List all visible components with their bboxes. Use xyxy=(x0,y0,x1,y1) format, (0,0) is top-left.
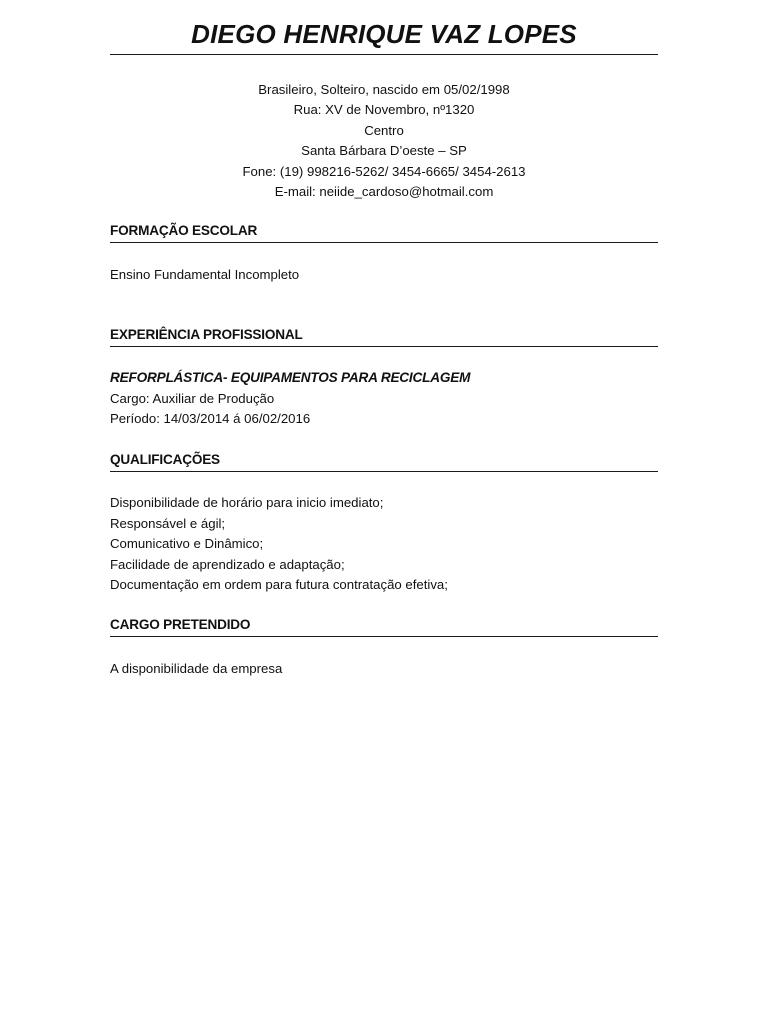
qualification-item: Responsável e ágil; xyxy=(110,515,226,531)
qualifications-list xyxy=(110,493,658,596)
qualification-item: Facilidade de aprendizado e adaptação; xyxy=(110,556,345,572)
education-section-title: FORMAÇÃO ESCOLAR xyxy=(110,222,658,243)
name-header xyxy=(110,18,658,55)
qualifications-section-title: QUALIFICAÇÕES xyxy=(110,451,658,472)
address-city: Santa Bárbara D’oeste – SP xyxy=(301,143,467,159)
personal-info: Brasileiro, Solteiro, nascido em 05/02/1998 xyxy=(258,82,510,97)
phone-numbers: Fone: (19) 998216-5262/ 3454-6665/ 3454-2613 xyxy=(242,163,526,179)
qualification-item: Documentação em ordem para futura contratação efetiva; xyxy=(110,577,448,592)
objective-text: A disponibilidade da empresa xyxy=(110,661,283,676)
experience-section-title: EXPERIÊNCIA PROFISSIONAL xyxy=(110,326,658,347)
qualification-item: Comunicativo e Dinâmico; xyxy=(110,536,264,551)
contact-block xyxy=(110,80,658,202)
address-street: Rua: XV de Novembro, nº1320 xyxy=(293,102,475,118)
company-name: REFORPLÁSTICA- EQUIPAMENTOS PARA RECICLAGEM xyxy=(110,370,471,385)
email-address: E-mail: neiide_cardoso@hotmail.com xyxy=(274,184,494,200)
qualification-item: Disponibilidade de horário para inicio imediato; xyxy=(110,495,384,510)
objective-section xyxy=(110,659,658,680)
education-level: Ensino Fundamental Incompleto xyxy=(110,267,300,282)
job-role: Cargo: Auxiliar de Produção xyxy=(110,390,275,406)
candidate-name: DIEGO HENRIQUE VAZ LOPES xyxy=(191,19,577,49)
education-section xyxy=(110,265,658,286)
address-district: Centro xyxy=(364,122,404,138)
experience-section xyxy=(110,368,658,430)
objective-section-title: CARGO PRETENDIDO xyxy=(110,616,658,637)
job-period: Período: 14/03/2014 á 06/02/2016 xyxy=(110,411,311,426)
